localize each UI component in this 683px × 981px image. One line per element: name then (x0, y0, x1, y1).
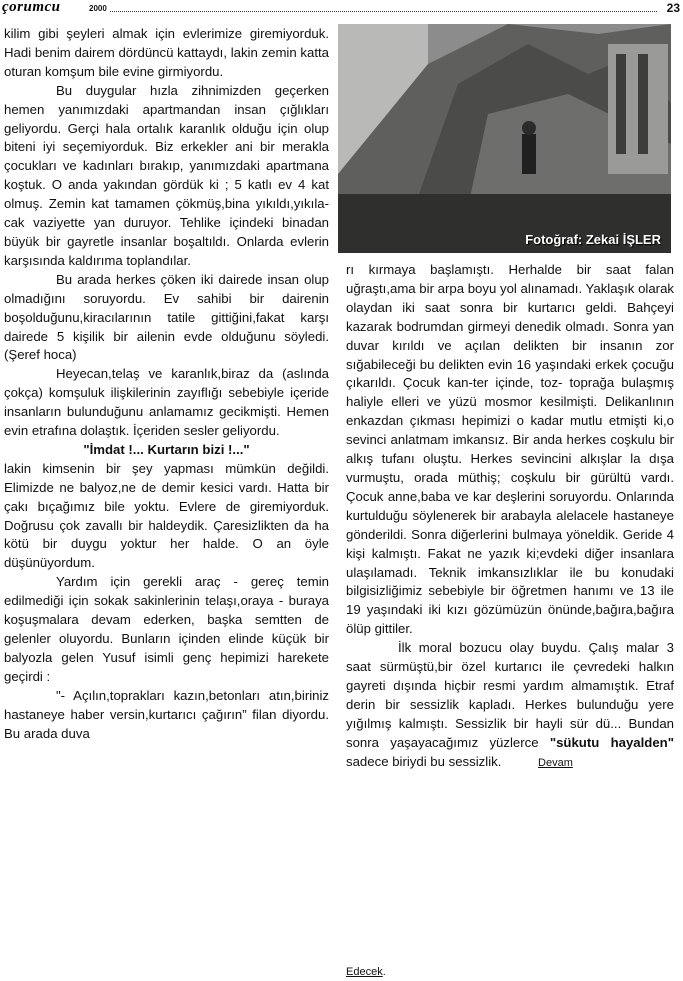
left-column (4, 25, 329, 743)
earthquake-photo (338, 24, 671, 253)
paragraph: "- Açılın,toprakları kazın,betonları atın,biriniz hastaneye haber versin,kurtarıcı çağırın” filan diyordu. Bu arada duva (4, 687, 329, 741)
quote-phrase: "sükutu hayalden" (549, 734, 674, 750)
issue-year: 2000 (89, 4, 107, 13)
page-number: 23 (666, 1, 680, 15)
paragraph: Yardım için gerekli araç - gereç temin edilmediği için sokak sakinlerinin telaşı,oraya - buraya koşuşmalara devam ederken, başka semtten de gelenler oluyordu. Bunların içinden elinde küçük bir balyozla gelen Yusuf isimli genç hepimizi harekete geçirdi : (4, 574, 329, 684)
magazine-logo: çorumcu (2, 0, 61, 15)
photo-caption: Fotoğraf: Zekai İŞLER (525, 232, 661, 247)
page-header (0, 0, 683, 18)
right-column (346, 261, 674, 772)
paragraph: kilim gibi şeyleri almak için evlerimize giremiyorduk. Hadi benim dairem dördüncü kattaydı, lakin zemin katta oturan komşum bile evine girmiyordu. (4, 26, 329, 79)
paragraph: rı kırmaya başlamıştı. Herhalde bir saat falan uğraştı,ama bir arpa boyu yol alınamadı. Yaklaşık olarak olaydan iki saat sonra bir kurtarıcı geldi. Bahçeyi kazarak bodrumdan girmeyi denedik olmadı. Sonra yan duvar kırıldı ve açılan delikten bir insanın zor sığabileceği bu delikten evin 16 yaşındaki erkek çocuğu çıkarıldı. Çocuk kan-ter içinde, toz- toprağa bulaşmış haliyle elleri ve yüzü mosmor kesilmişti. Delikanlının enkazdan çıkması hepimizi o kadar mutlu etmişti ki,o sevinci anlatmam imkansız. Bir anda herkes coşkulu bir alkış tufanı oluştu. Herkes sevincini alkışlar la dışa vurmuştu, orada müthiş; coşkulu bir gürültü vardı. Çocuk anne,baba ve kar deşlerini soruyordu. Onlarında kurtulduğu söylenerek bir arabayla alelacele hastaneye gönderildi. Sonra diğerlerini bulmaya yöneldik. Geride 4 kişi kalmıştı. Fakat ne yazık ki;evdeki diğer insanlara ulaşılamadı. Teknik imkansızlıklar ile bu konudaki bilgisizliğimiz sebebiyle bir öğretmen hanımı ve 13 ile 19 yaşındaki iki kızı gözümüzün önünde,bağıra,bağıra ölüp gittiler. (346, 262, 674, 637)
header-divider (110, 11, 657, 12)
paragraph (346, 639, 674, 772)
continued-link[interactable]: Devam (538, 756, 573, 769)
paragraph: Heyecan,telaş ve karanlık,biraz da (aslında çokça) komşuluk ilişkilerinin zayıflığı sebebiyle içeride insanların bulunduğunu anlamamız gecikmişti. Hemen evin etrafına dolaştık. İçeriden sesler geliyordu. (4, 366, 329, 439)
rubble-scene-image (338, 24, 671, 253)
paragraph-text: İlk moral bozucu olay buydu. Çalış malar 3 saat sürmüştü,bir özel kurtarıcı ile çevredeki halkın gayreti dışında hiçbir resmi yardım almamıştık. Etraf derin bir sessizlik kapladı. Herkes bulunduğu yere yığılmış kalmıştı. Sessizlik bir hayli sür dü... Bundan sonra yaşayacağımız yüzlerce (346, 640, 674, 750)
continued-suffix (346, 966, 386, 978)
paragraph: Bu arada herkes çöken iki dairede insan olup olmadığını soruyordu. Ev sahibi bir dairenin boşolduğunu,kiracılarının tatile gittiğini,fakat karşı dairede 5 kişilik bir ailenin evde olduğunu söyledi. (Şeref hoca) (4, 271, 329, 363)
edecek-text: Edecek (346, 966, 383, 978)
paragraph: Bu duygular hızla zihnimizden geçerken hemen yanımızdaki apartmandan insan çığlıkları geliyordu. Gerçi hala ortalık karanlık olduğu için olup biteni iyi seçemiyorduk. Biz erkekler ani bir merakla çocukları ve kadınları bırakıp, yanımızdaki apartmana koştuk. O anda yakından gördük ki ; 5 katlı ev 4 kat olmuş. Zemin kat tamamen çökmüş,bina yıkıldı,yıkılacak vaziyette yan duruyor. Tehlike içindeki binadan büyük bir gayretle insanlar boşaltıldı. Onlarda evlerin karşısında kaldırıma toplandılar. (4, 82, 329, 268)
closing-text: sadece biriydi bu sessizlik. (346, 753, 502, 769)
edecek-period: . (382, 966, 386, 978)
quote-line: "İmdat !... Kurtarın bizi !..." (83, 441, 250, 457)
paragraph: lakin kimsenin bir şey yapması mümkün değildi. Elimizde ne balyoz,ne de demir kesici vardı. Hatta bir çakı bıçağımız bile yoktu. Evlere de giremiyorduk. Doğrusu çok zavallı bir haldeydik. Çaresizlikten da ha kötü bir duygu yoktur her halde. O an öyle düşünüyordum. (4, 460, 329, 571)
